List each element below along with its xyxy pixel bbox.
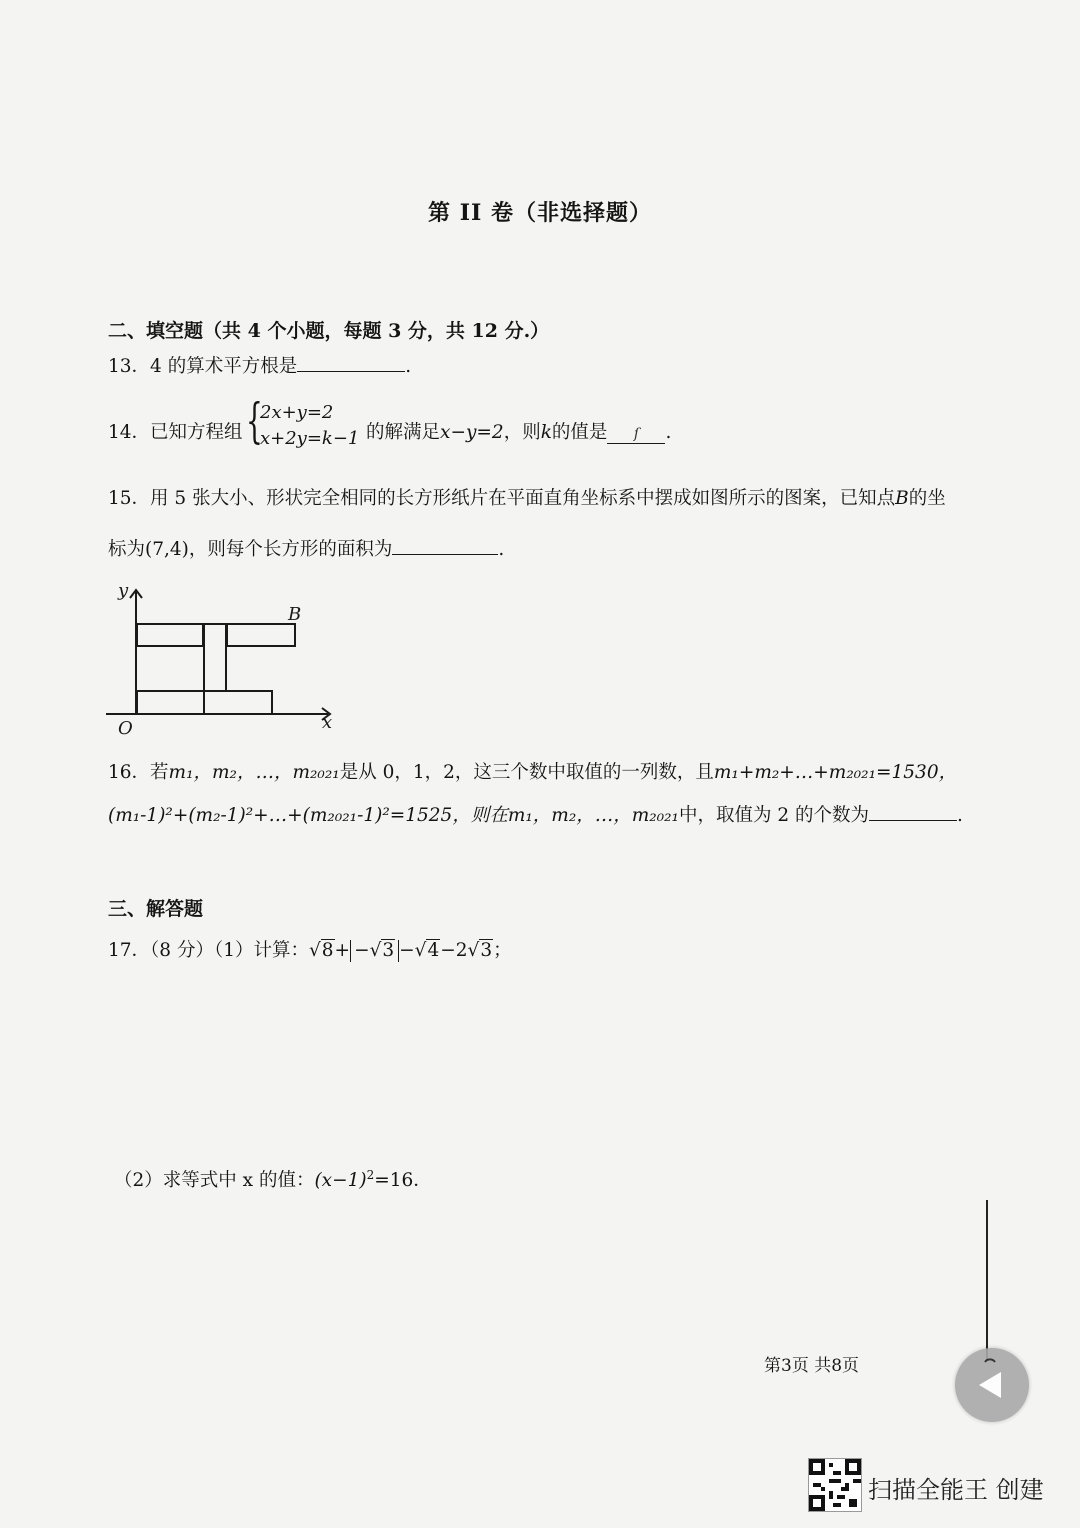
question-15-text-2: 标为(7,4)，则每个长方形的面积为 [108,539,393,560]
question-13 [108,352,411,378]
y-axis-label: y [118,580,129,601]
question-17-2-text: （2）求等式中 x 的值： [114,1170,315,1191]
question-17-1-end: ； [493,940,512,961]
floating-back-button[interactable] [955,1348,1029,1422]
question-14-prefix: 14．已知方程组 [108,422,243,443]
equation-system [246,393,360,452]
watermark-text: 扫描全能王 创建 [868,1476,1044,1504]
question-17-part-2 [114,1166,432,1192]
answer-blank-15[interactable] [392,536,498,555]
question-14-mid2: ，则 [503,422,541,443]
equation-1: 2x+y=2 [260,402,334,423]
origin-label: O [118,718,133,739]
abs-minus: − [354,940,370,961]
sum-condition: m₁+m₂+…+m₂₀₂₁=1530， [713,762,958,783]
minus-sign-1: − [399,940,415,961]
question-13-text: 13．4 的算术平方根是 [108,356,298,377]
page-number: 第3页 共8页 [764,1356,860,1376]
rectangle-top-right [227,624,295,646]
sqrt-8: √8 [308,940,334,961]
question-17-prefix: 17．（8 分）（1）计算： [108,940,309,961]
question-14-body [366,418,671,444]
rectangle-vertical [204,624,226,691]
plus-sign: + [334,940,351,961]
rectangle-bottom-right [204,691,272,714]
equation-2: x+2y=k−1 [260,428,360,449]
minus-two: −2 [440,940,468,961]
question-16-end: . [957,805,963,826]
question-14-end: . [665,422,672,443]
question-15-text-1: 15．用 5 张大小、形状完全相同的长方形纸片在平面直角坐标系中摆成如图所示的图案，已知点 [108,488,896,509]
rectangle-top-left [137,624,203,646]
absolute-value [350,940,399,962]
rectangle-figure [100,578,350,740]
section-3-heading: 三、解答题 [108,898,204,920]
variable-k: k [540,422,552,443]
condition: x−y=2 [440,422,504,443]
question-17-2-exponent: 2 [366,1167,375,1182]
figure-point-b: B [288,604,302,625]
rectangle-bottom-left [137,691,204,714]
question-14-suffix: 的值是 [551,422,608,443]
question-14-mid: 的解满足 [366,422,441,443]
brace-symbol: { [246,393,263,449]
answer-blank-13[interactable] [297,353,405,372]
question-17-part-1 [108,936,512,962]
sqrt-3-a: √3 [369,940,395,961]
square-sum-condition: (m₁-1)²+(m₂-1)²+…+(m₂₀₂₁-1)²=1525，则在 [108,805,508,826]
x-axis-label: x [322,712,333,733]
question-16-text-2b: 中，取值为 2 的个数为 [678,805,870,826]
question-17-2-expr: (x−1) [314,1170,367,1191]
question-17-2-rhs: =16． [374,1170,432,1191]
m-sequence-2: m₁，m₂，…，m₂₀₂₁ [507,805,679,826]
qr-code-icon [808,1458,862,1512]
point-b-label: B [895,488,909,509]
question-16-line-1 [108,758,957,784]
back-arrow-icon [955,1348,1029,1422]
question-15-end: . [498,539,505,560]
section-2-heading: 二、填空题（共 4 个小题，每题 3 分，共 12 分.） [108,320,550,342]
question-15-line-2 [108,535,504,561]
sqrt-4: √4 [414,940,440,961]
m-sequence: m₁，m₂，…，m₂₀₂₁ [168,762,340,783]
question-16-text-1a: 16．若 [108,762,169,783]
sqrt-3-b: √3 [467,940,493,961]
question-16-text-1b: 是从 0，1，2，这三个数中取值的一列数，且 [339,762,714,783]
question-13-end: . [405,356,412,377]
answer-blank-14[interactable]: ſ [607,425,665,444]
question-15-line-1 [108,484,946,510]
answer-blank-16[interactable] [869,802,957,821]
question-15-text-1-end: 的坐 [908,488,946,509]
scan-artifact-line [986,1200,988,1360]
page-title: 第 II 卷（非选择题） [428,200,652,226]
question-16-line-2 [108,801,963,827]
